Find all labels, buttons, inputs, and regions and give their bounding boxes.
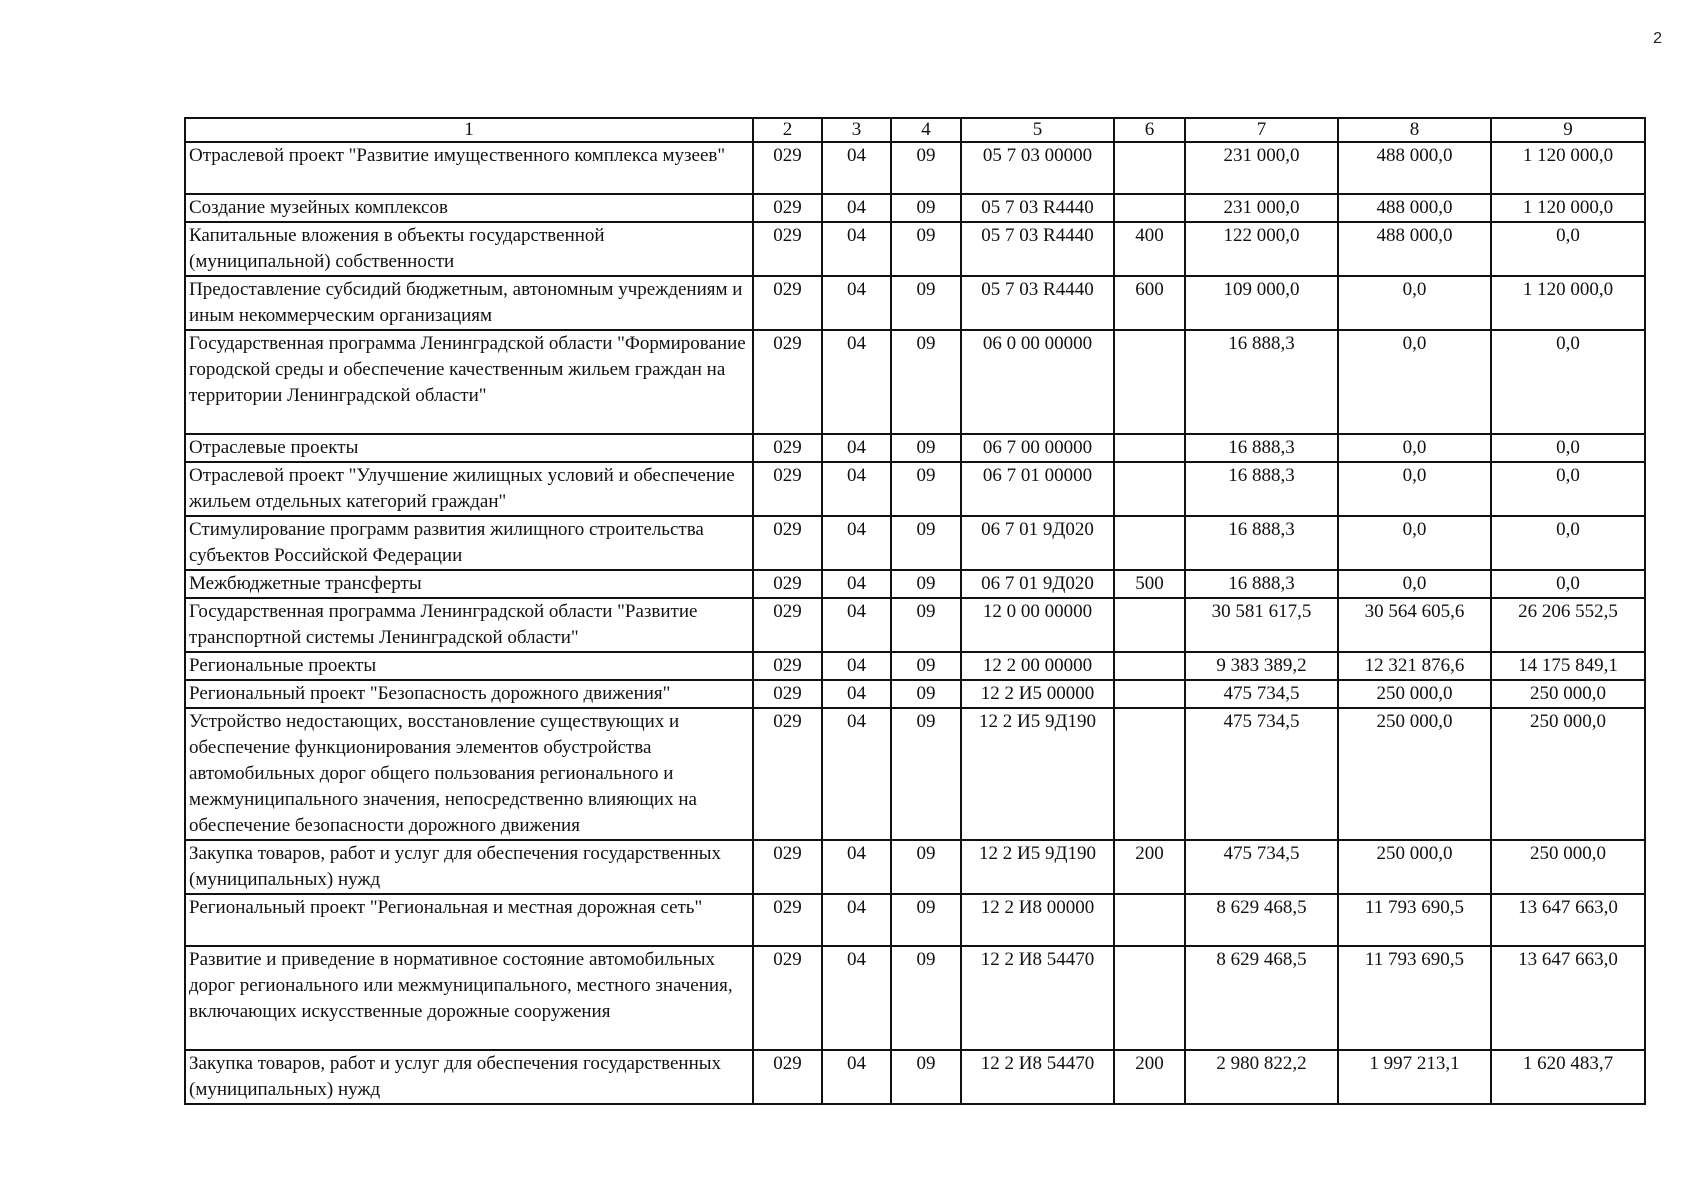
cell-expense-type bbox=[1114, 516, 1185, 570]
cell-amount-8: 0,0 bbox=[1338, 330, 1491, 434]
cell-admin-code: 029 bbox=[753, 570, 822, 598]
cell-amount-9: 0,0 bbox=[1491, 434, 1645, 462]
cell-expense-type bbox=[1114, 946, 1185, 1050]
header-cell-3: 3 bbox=[822, 118, 891, 142]
cell-amount-8: 250 000,0 bbox=[1338, 840, 1491, 894]
row-name: Государственная программа Ленинградской области "Формирование городской среды и обеспечение качественным жильем граждан на территории Ленинградской области" bbox=[185, 330, 753, 434]
cell-expense-type bbox=[1114, 434, 1185, 462]
cell-amount-7: 109 000,0 bbox=[1185, 276, 1338, 330]
cell-subsection: 09 bbox=[891, 708, 961, 840]
table-row bbox=[185, 680, 1645, 708]
cell-expense-type bbox=[1114, 894, 1185, 946]
cell-amount-9: 0,0 bbox=[1491, 570, 1645, 598]
cell-section: 04 bbox=[822, 570, 891, 598]
row-name: Предоставление субсидий бюджетным, автономным учреждениям и иным некоммерческим организациям bbox=[185, 276, 753, 330]
row-name: Стимулирование программ развития жилищного строительства субъектов Российской Федерации bbox=[185, 516, 753, 570]
cell-admin-code: 029 bbox=[753, 516, 822, 570]
cell-amount-9: 250 000,0 bbox=[1491, 840, 1645, 894]
cell-expense-type bbox=[1114, 330, 1185, 434]
cell-amount-9: 13 647 663,0 bbox=[1491, 894, 1645, 946]
cell-amount-9: 13 647 663,0 bbox=[1491, 946, 1645, 1050]
table-row bbox=[185, 462, 1645, 516]
header-cell-6: 6 bbox=[1114, 118, 1185, 142]
cell-target-code: 05 7 03 R4440 bbox=[961, 194, 1114, 222]
cell-amount-7: 9 383 389,2 bbox=[1185, 652, 1338, 680]
table-row bbox=[185, 142, 1645, 194]
row-name: Закупка товаров, работ и услуг для обеспечения государственных (муниципальных) нужд bbox=[185, 840, 753, 894]
table-row bbox=[185, 194, 1645, 222]
table-row bbox=[185, 276, 1645, 330]
header-cell-1: 1 bbox=[185, 118, 753, 142]
cell-admin-code: 029 bbox=[753, 1050, 822, 1104]
row-name: Отраслевой проект "Развитие имущественного комплекса музеев" bbox=[185, 142, 753, 194]
row-name: Межбюджетные трансферты bbox=[185, 570, 753, 598]
table-header bbox=[185, 118, 1645, 142]
cell-subsection: 09 bbox=[891, 330, 961, 434]
cell-amount-8: 488 000,0 bbox=[1338, 142, 1491, 194]
cell-amount-7: 16 888,3 bbox=[1185, 570, 1338, 598]
cell-amount-7: 16 888,3 bbox=[1185, 516, 1338, 570]
cell-expense-type bbox=[1114, 142, 1185, 194]
row-name: Региональный проект "Региональная и местная дорожная сеть" bbox=[185, 894, 753, 946]
cell-amount-7: 8 629 468,5 bbox=[1185, 894, 1338, 946]
cell-expense-type: 500 bbox=[1114, 570, 1185, 598]
cell-target-code: 05 7 03 00000 bbox=[961, 142, 1114, 194]
cell-target-code: 12 2 И5 9Д190 bbox=[961, 840, 1114, 894]
cell-target-code: 12 2 00 00000 bbox=[961, 652, 1114, 680]
cell-expense-type bbox=[1114, 708, 1185, 840]
cell-amount-7: 231 000,0 bbox=[1185, 194, 1338, 222]
cell-target-code: 12 2 И5 9Д190 bbox=[961, 708, 1114, 840]
cell-section: 04 bbox=[822, 894, 891, 946]
cell-expense-type: 200 bbox=[1114, 1050, 1185, 1104]
cell-amount-7: 16 888,3 bbox=[1185, 434, 1338, 462]
table-row bbox=[185, 946, 1645, 1050]
cell-amount-9: 0,0 bbox=[1491, 222, 1645, 276]
cell-target-code: 06 0 00 00000 bbox=[961, 330, 1114, 434]
table-row bbox=[185, 598, 1645, 652]
cell-amount-9: 1 120 000,0 bbox=[1491, 194, 1645, 222]
cell-expense-type bbox=[1114, 194, 1185, 222]
header-cell-2: 2 bbox=[753, 118, 822, 142]
cell-amount-9: 1 620 483,7 bbox=[1491, 1050, 1645, 1104]
cell-target-code: 12 0 00 00000 bbox=[961, 598, 1114, 652]
row-name: Государственная программа Ленинградской области "Развитие транспортной системы Ленинградской области" bbox=[185, 598, 753, 652]
cell-subsection: 09 bbox=[891, 840, 961, 894]
cell-subsection: 09 bbox=[891, 680, 961, 708]
cell-subsection: 09 bbox=[891, 570, 961, 598]
cell-subsection: 09 bbox=[891, 222, 961, 276]
cell-section: 04 bbox=[822, 330, 891, 434]
cell-amount-8: 11 793 690,5 bbox=[1338, 946, 1491, 1050]
cell-subsection: 09 bbox=[891, 142, 961, 194]
cell-amount-7: 122 000,0 bbox=[1185, 222, 1338, 276]
cell-amount-8: 12 321 876,6 bbox=[1338, 652, 1491, 680]
table-row bbox=[185, 516, 1645, 570]
cell-amount-9: 0,0 bbox=[1491, 462, 1645, 516]
cell-section: 04 bbox=[822, 194, 891, 222]
cell-amount-7: 8 629 468,5 bbox=[1185, 946, 1338, 1050]
cell-amount-8: 0,0 bbox=[1338, 276, 1491, 330]
header-cell-4: 4 bbox=[891, 118, 961, 142]
cell-amount-9: 1 120 000,0 bbox=[1491, 142, 1645, 194]
cell-target-code: 06 7 01 9Д020 bbox=[961, 516, 1114, 570]
cell-expense-type bbox=[1114, 652, 1185, 680]
cell-subsection: 09 bbox=[891, 462, 961, 516]
cell-section: 04 bbox=[822, 434, 891, 462]
cell-amount-9: 0,0 bbox=[1491, 516, 1645, 570]
cell-subsection: 09 bbox=[891, 276, 961, 330]
cell-admin-code: 029 bbox=[753, 276, 822, 330]
cell-target-code: 12 2 И8 54470 bbox=[961, 946, 1114, 1050]
page-number: 2 bbox=[1653, 30, 1662, 47]
row-name: Отраслевые проекты bbox=[185, 434, 753, 462]
cell-target-code: 12 2 И8 54470 bbox=[961, 1050, 1114, 1104]
cell-amount-7: 475 734,5 bbox=[1185, 708, 1338, 840]
cell-section: 04 bbox=[822, 276, 891, 330]
cell-section: 04 bbox=[822, 462, 891, 516]
row-name: Закупка товаров, работ и услуг для обеспечения государственных (муниципальных) нужд bbox=[185, 1050, 753, 1104]
cell-subsection: 09 bbox=[891, 652, 961, 680]
cell-section: 04 bbox=[822, 1050, 891, 1104]
table-row bbox=[185, 330, 1645, 434]
cell-expense-type: 200 bbox=[1114, 840, 1185, 894]
table-row bbox=[185, 894, 1645, 946]
cell-amount-8: 250 000,0 bbox=[1338, 680, 1491, 708]
cell-admin-code: 029 bbox=[753, 142, 822, 194]
cell-section: 04 bbox=[822, 946, 891, 1050]
cell-subsection: 09 bbox=[891, 598, 961, 652]
cell-amount-9: 250 000,0 bbox=[1491, 680, 1645, 708]
table-row bbox=[185, 652, 1645, 680]
table-row bbox=[185, 222, 1645, 276]
header-row bbox=[185, 118, 1645, 142]
cell-section: 04 bbox=[822, 652, 891, 680]
cell-target-code: 06 7 01 00000 bbox=[961, 462, 1114, 516]
cell-admin-code: 029 bbox=[753, 680, 822, 708]
cell-admin-code: 029 bbox=[753, 598, 822, 652]
header-cell-5: 5 bbox=[961, 118, 1114, 142]
table-row bbox=[185, 708, 1645, 840]
cell-section: 04 bbox=[822, 598, 891, 652]
header-cell-8: 8 bbox=[1338, 118, 1491, 142]
cell-section: 04 bbox=[822, 222, 891, 276]
cell-target-code: 05 7 03 R4440 bbox=[961, 222, 1114, 276]
cell-admin-code: 029 bbox=[753, 946, 822, 1050]
cell-subsection: 09 bbox=[891, 194, 961, 222]
table-row bbox=[185, 434, 1645, 462]
cell-amount-9: 1 120 000,0 bbox=[1491, 276, 1645, 330]
cell-expense-type bbox=[1114, 680, 1185, 708]
cell-amount-9: 250 000,0 bbox=[1491, 708, 1645, 840]
header-cell-9: 9 bbox=[1491, 118, 1645, 142]
cell-target-code: 06 7 00 00000 bbox=[961, 434, 1114, 462]
cell-target-code: 06 7 01 9Д020 bbox=[961, 570, 1114, 598]
cell-admin-code: 029 bbox=[753, 840, 822, 894]
cell-amount-8: 488 000,0 bbox=[1338, 194, 1491, 222]
table-row bbox=[185, 1050, 1645, 1104]
cell-expense-type bbox=[1114, 462, 1185, 516]
cell-amount-8: 250 000,0 bbox=[1338, 708, 1491, 840]
cell-target-code: 05 7 03 R4440 bbox=[961, 276, 1114, 330]
cell-admin-code: 029 bbox=[753, 222, 822, 276]
cell-expense-type: 600 bbox=[1114, 276, 1185, 330]
cell-amount-9: 14 175 849,1 bbox=[1491, 652, 1645, 680]
cell-section: 04 bbox=[822, 680, 891, 708]
cell-admin-code: 029 bbox=[753, 330, 822, 434]
cell-amount-8: 30 564 605,6 bbox=[1338, 598, 1491, 652]
cell-admin-code: 029 bbox=[753, 434, 822, 462]
cell-target-code: 12 2 И8 00000 bbox=[961, 894, 1114, 946]
cell-amount-8: 0,0 bbox=[1338, 570, 1491, 598]
cell-subsection: 09 bbox=[891, 946, 961, 1050]
cell-subsection: 09 bbox=[891, 434, 961, 462]
header-cell-7: 7 bbox=[1185, 118, 1338, 142]
cell-amount-7: 2 980 822,2 bbox=[1185, 1050, 1338, 1104]
table-row bbox=[185, 840, 1645, 894]
row-name: Создание музейных комплексов bbox=[185, 194, 753, 222]
cell-amount-7: 16 888,3 bbox=[1185, 330, 1338, 434]
cell-amount-8: 488 000,0 bbox=[1338, 222, 1491, 276]
cell-section: 04 bbox=[822, 708, 891, 840]
cell-target-code: 12 2 И5 00000 bbox=[961, 680, 1114, 708]
cell-amount-8: 0,0 bbox=[1338, 516, 1491, 570]
cell-section: 04 bbox=[822, 840, 891, 894]
cell-admin-code: 029 bbox=[753, 708, 822, 840]
row-name: Региональные проекты bbox=[185, 652, 753, 680]
cell-amount-8: 0,0 bbox=[1338, 462, 1491, 516]
cell-amount-7: 475 734,5 bbox=[1185, 680, 1338, 708]
cell-amount-7: 475 734,5 bbox=[1185, 840, 1338, 894]
table-body bbox=[185, 142, 1645, 1104]
cell-admin-code: 029 bbox=[753, 462, 822, 516]
cell-amount-8: 0,0 bbox=[1338, 434, 1491, 462]
row-name: Региональный проект "Безопасность дорожного движения" bbox=[185, 680, 753, 708]
cell-subsection: 09 bbox=[891, 1050, 961, 1104]
row-name: Развитие и приведение в нормативное состояние автомобильных дорог регионального или межмуниципального, местного значения, включающих искусственные дорожные сооружения bbox=[185, 946, 753, 1050]
cell-admin-code: 029 bbox=[753, 194, 822, 222]
cell-admin-code: 029 bbox=[753, 652, 822, 680]
row-name: Устройство недостающих, восстановление существующих и обеспечение функционирования элементов обустройства автомобильных дорог общего пользования регионального и межмуниципального значения, непосредственно влияющих на обеспечение безопасности дорожного движения bbox=[185, 708, 753, 840]
row-name: Капитальные вложения в объекты государственной (муниципальной) собственности bbox=[185, 222, 753, 276]
cell-admin-code: 029 bbox=[753, 894, 822, 946]
cell-amount-9: 0,0 bbox=[1491, 330, 1645, 434]
cell-expense-type: 400 bbox=[1114, 222, 1185, 276]
cell-subsection: 09 bbox=[891, 894, 961, 946]
cell-expense-type bbox=[1114, 598, 1185, 652]
table-row bbox=[185, 570, 1645, 598]
cell-section: 04 bbox=[822, 516, 891, 570]
cell-amount-7: 16 888,3 bbox=[1185, 462, 1338, 516]
cell-amount-9: 26 206 552,5 bbox=[1491, 598, 1645, 652]
cell-amount-7: 30 581 617,5 bbox=[1185, 598, 1338, 652]
cell-amount-8: 1 997 213,1 bbox=[1338, 1050, 1491, 1104]
cell-amount-7: 231 000,0 bbox=[1185, 142, 1338, 194]
budget-table bbox=[184, 117, 1646, 1105]
cell-subsection: 09 bbox=[891, 516, 961, 570]
row-name: Отраслевой проект "Улучшение жилищных условий и обеспечение жильем отдельных категорий граждан" bbox=[185, 462, 753, 516]
cell-section: 04 bbox=[822, 142, 891, 194]
cell-amount-8: 11 793 690,5 bbox=[1338, 894, 1491, 946]
